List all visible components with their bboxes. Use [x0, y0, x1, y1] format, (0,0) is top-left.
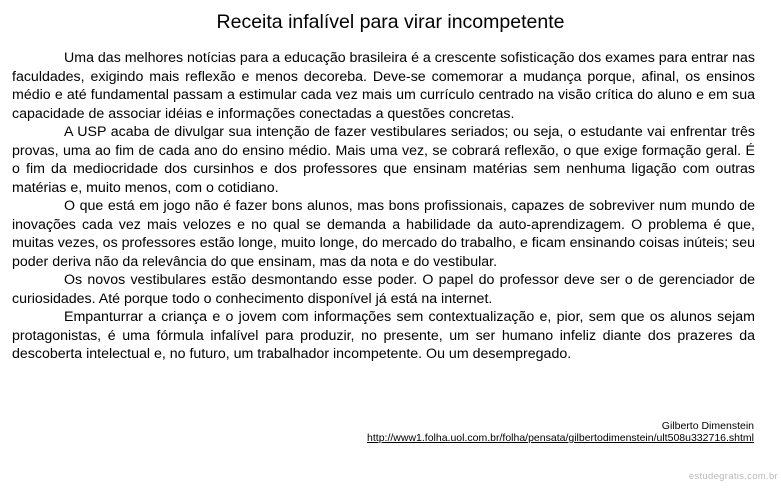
article-body	[12, 49, 755, 364]
author-name: Gilberto Dimenstein	[661, 420, 754, 432]
paragraph: Empanturrar a criança e o jovem com informações sem contextualização e, pior, sem que os alunos sejam protagonistas, é uma fórmula infalível para produzir, no presente, um ser humano infeliz diante dos prazeres da descoberta intelectual e, no futuro, um trabalhador incompetente. Ou um desempregado.	[12, 309, 755, 362]
paragraph: O que está em jogo não é fazer bons alunos, mas bons profissionais, capazes de sobreviver num mundo de inovações cada vez mais velozes e no qual se demanda a habilidade da auto-aprendizagem. O problema é que, muitas vezes, os professores estão longe, muito longe, do mercado do trabalho, e ficam ensinando coisas inúteis; seu poder deriva não da relevância do que ensinam, mas da nota e do vestibular.	[12, 198, 755, 270]
paragraph: A USP acaba de divulgar sua intenção de fazer vestibulares seriados; ou seja, o estudante vai enfrentar três provas, uma ao fim de cada ano do ensino médio. Mais uma vez, se cobrará reflexão, o que exige formação geral. É o fim da mediocridade dos cursinhos e dos professores que ensinam matérias sem nenhuma ligação com outras matérias e, muito menos, com o cotidiano.	[12, 124, 755, 196]
paragraph: Os novos vestibulares estão desmontando esse poder. O papel do professor deve ser o de gerenciador de curiosidades. Até porque todo o conhecimento disponível já está na internet.	[12, 272, 755, 307]
source-link[interactable]: http://www1.folha.uol.com.br/folha/pensata/gilbertodimenstein/ult508u332716.shtml	[367, 432, 754, 444]
document-title: Receita infalível para virar incompetente	[216, 11, 565, 33]
paragraph: Uma das melhores notícias para a educação brasileira é a crescente sofisticação dos exames para entrar nas faculdades, exigindo mais reflexão e menos decoreba. Deve-se comemorar a mudança porque, afinal, os ensinos médio e até fundamental passam a estimular cada vez mais um currículo centrado na visão crítica do aluno e em sua capacidade de associar idéias e informações conectadas a questões concretas.	[12, 50, 755, 122]
site-watermark: estudegratis.com.br	[688, 471, 778, 482]
